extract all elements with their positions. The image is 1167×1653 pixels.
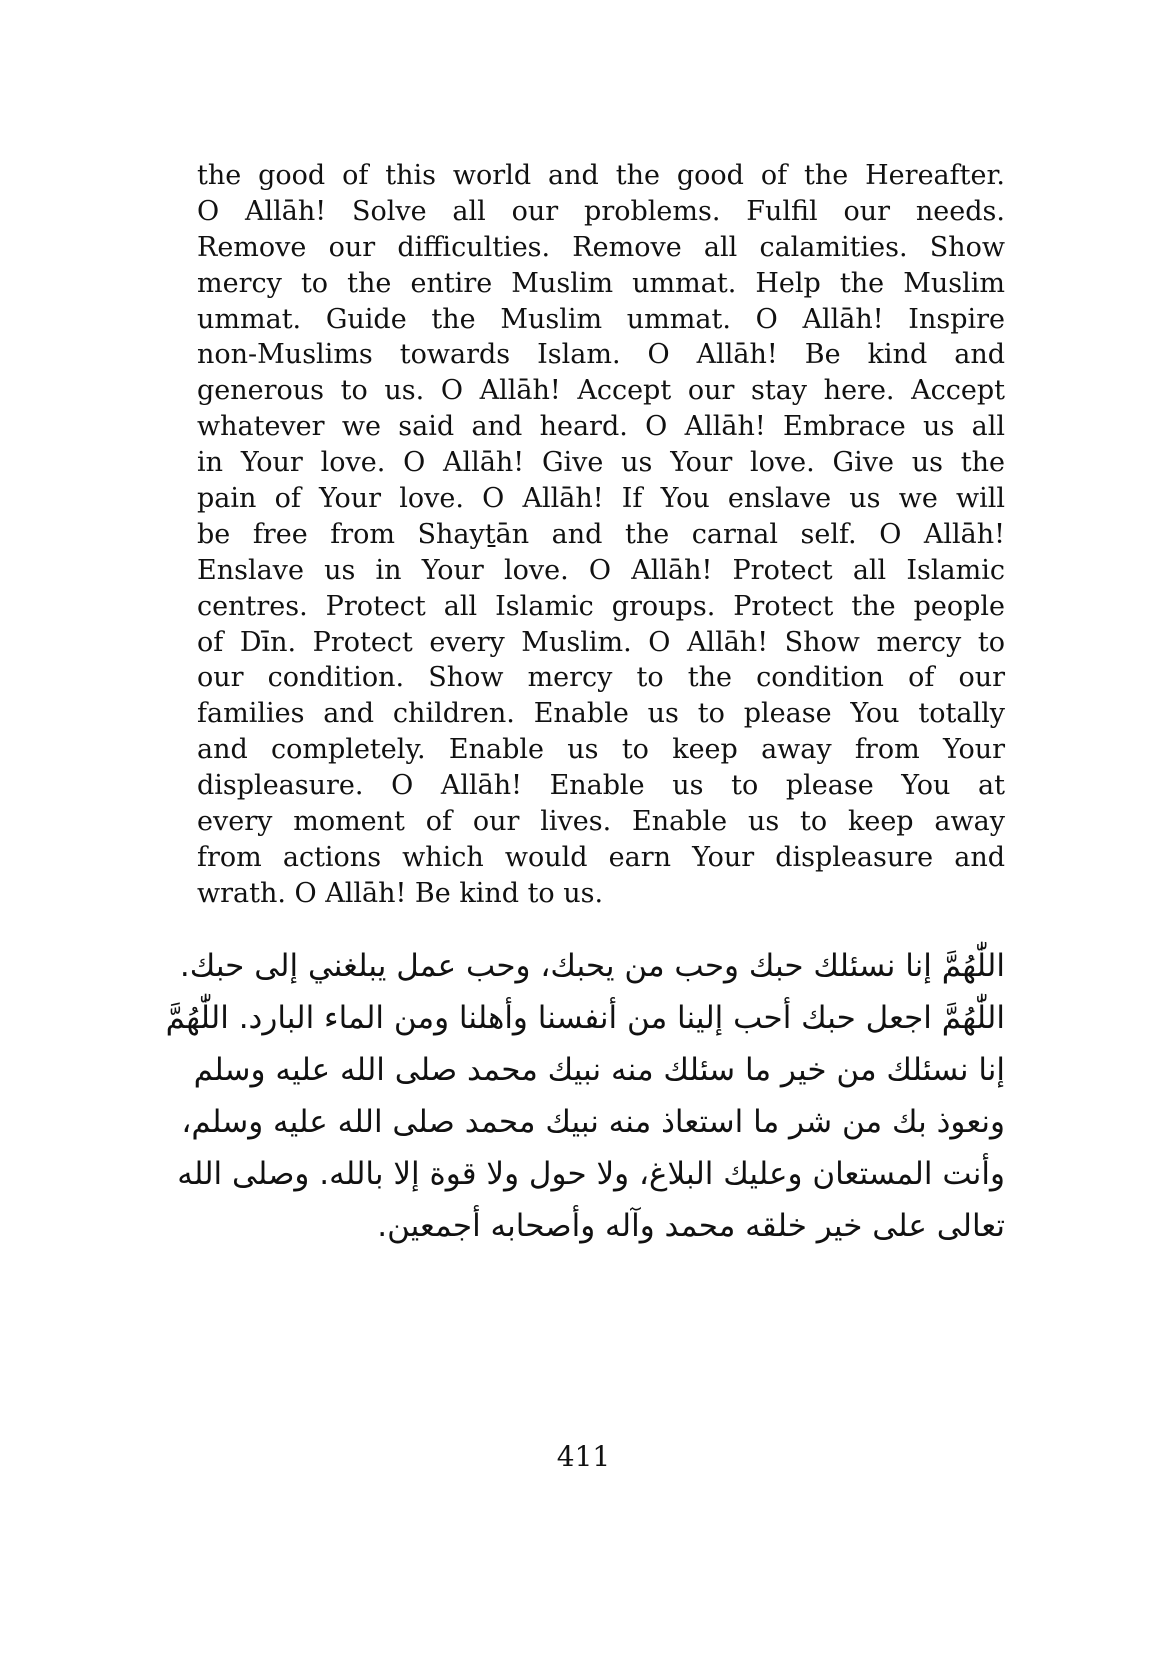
english-line: be free from Shayṯān and the carnal self. O Allāh! xyxy=(197,518,1005,550)
english-line: mercy to the entire Muslim ummat. Help the Muslim xyxy=(197,267,1005,299)
english-line: every moment of our lives. Enable us to keep away xyxy=(197,806,1005,838)
english-line: from actions which would earn Your displeasure and xyxy=(197,841,1005,873)
arabic-line: تعالى على خير خلقه محمد وآله وأصحابه أجمعين. xyxy=(377,1208,1005,1244)
english-line: of Dīn. Protect every Muslim. O Allāh! Show mercy to xyxy=(197,626,1005,658)
english-line: centres. Protect all Islamic groups. Protect the people xyxy=(197,590,1005,622)
english-line: displeasure. O Allāh! Enable us to please You at xyxy=(197,770,1005,802)
english-line: ummat. Guide the Muslim ummat. O Allāh! Inspire xyxy=(197,303,1005,335)
english-line: our condition. Show mercy to the condition of our xyxy=(197,662,1005,694)
english-line: and completely. Enable us to keep away from Your xyxy=(197,734,1005,766)
arabic-line: اللّٰهُمَّ إنا نسئلك حبك وحب من يحبك، وحب عمل يبلغني إلى حبك. xyxy=(179,948,1005,984)
english-line: whatever we said and heard. O Allāh! Embrace us all xyxy=(197,411,1005,443)
english-line: Enslave us in Your love. O Allāh! Protect all Islamic xyxy=(197,554,1005,586)
english-line: the good of this world and the good of the Hereafter. xyxy=(197,160,1005,191)
english-line: pain of Your love. O Allāh! If You enslave us we will xyxy=(197,483,1005,515)
arabic-line: وأنت المستعان وعليك البلاغ، ولا حول ولا قوة إلا بالله. وصلى الله xyxy=(177,1156,1005,1192)
english-line: wrath. O Allāh! Be kind to us. xyxy=(197,877,604,909)
english-line: Remove our difficulties. Remove all calamities. Show xyxy=(197,231,1005,263)
page-number: 411 xyxy=(556,1440,611,1473)
arabic-line: ونعوذ بك من شر ما استعاذ منه نبيك محمد صلى الله عليه وسلم، xyxy=(181,1104,1005,1140)
english-line: in Your love. O Allāh! Give us Your love. Give us the xyxy=(197,447,1005,479)
english-line: O Allāh! Solve all our problems. Fulfil our needs. xyxy=(197,195,1005,227)
arabic-line: اللّٰهُمَّ اجعل حبك أحب إلينا من أنفسنا وأهلنا ومن الماء البارد. اللّٰهُمَّ xyxy=(165,1000,1005,1036)
english-line: families and children. Enable us to please You totally xyxy=(197,698,1005,730)
arabic-line: إنا نسئلك من خير ما سئلك منه نبيك محمد صلى الله عليه وسلم xyxy=(193,1052,1005,1088)
arabic-dua-paragraph xyxy=(165,940,1005,1252)
english-line: generous to us. O Allāh! Accept our stay here. Accept xyxy=(197,375,1005,407)
english-paragraph xyxy=(197,158,1005,912)
english-line: non-Muslims towards Islam. O Allāh! Be kind and xyxy=(197,339,1005,371)
